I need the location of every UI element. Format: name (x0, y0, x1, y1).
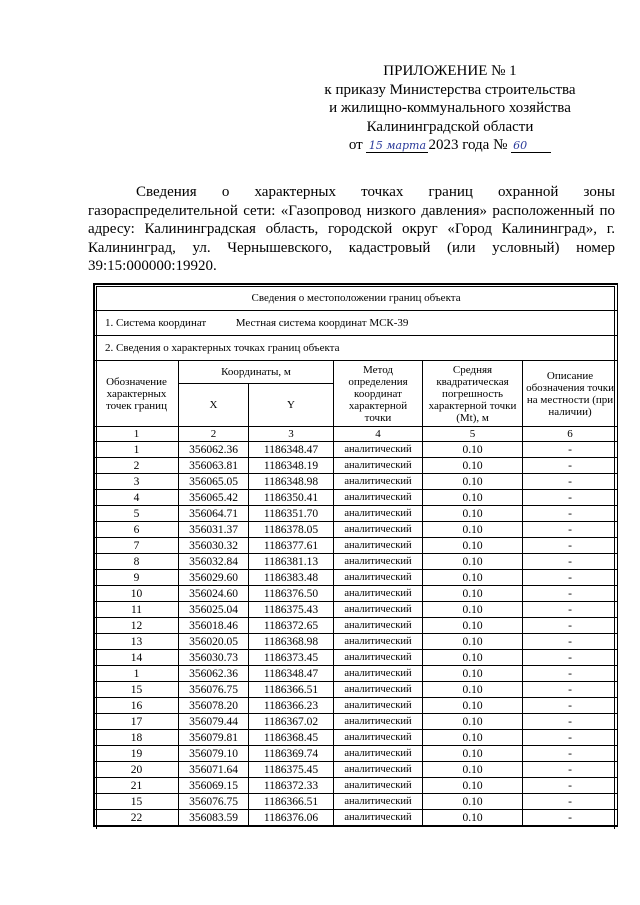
point-number-cell: 20 (95, 762, 179, 778)
y-coordinate-cell: 1186348.19 (249, 458, 334, 474)
header-designation: Обозначение характерных точек границ (95, 361, 179, 427)
coordinate-system-row (95, 311, 618, 336)
table-row (95, 698, 618, 714)
boundary-points-table (94, 284, 618, 826)
header-method: Метод определения координат характерной точки (334, 361, 423, 427)
x-coordinate-cell: 356078.20 (179, 698, 249, 714)
table-row (95, 650, 618, 666)
header-coordinates: Координаты, м (179, 361, 334, 384)
method-cell: аналитический (334, 650, 423, 666)
table-row (95, 810, 618, 826)
description-cell: - (523, 602, 618, 618)
error-cell: 0.10 (423, 810, 523, 826)
y-coordinate-cell: 1186372.33 (249, 778, 334, 794)
x-coordinate-cell: 356076.75 (179, 682, 249, 698)
point-number-cell: 9 (95, 570, 179, 586)
table-row (95, 538, 618, 554)
table-row (95, 714, 618, 730)
error-cell: 0.10 (423, 554, 523, 570)
table-row (95, 746, 618, 762)
order-line-1: к приказу Министерства строительства (324, 81, 576, 98)
y-coordinate-cell: 1186378.05 (249, 522, 334, 538)
table-title: Сведения о местоположении границ объекта (95, 285, 618, 311)
error-cell: 0.10 (423, 746, 523, 762)
header-error: Средняя квадратическая погрешность характерной точки (Mt), м (423, 361, 523, 427)
method-cell: аналитический (334, 746, 423, 762)
x-coordinate-cell: 356076.75 (179, 794, 249, 810)
x-coordinate-cell: 356079.44 (179, 714, 249, 730)
y-coordinate-cell: 1186348.47 (249, 442, 334, 458)
method-cell: аналитический (334, 490, 423, 506)
method-cell: аналитический (334, 442, 423, 458)
error-cell: 0.10 (423, 570, 523, 586)
x-coordinate-cell: 356065.42 (179, 490, 249, 506)
intro-paragraph: Сведения о характерных точках границ охранной зоны газораспределительной сети: «Газопровод низкого давления» расположенный по адресу: Калининградская область, городской округ «Город Калининград», г. Калининград, ул. Чернышевского, кадастровый (или условный) номер 39:15:000000:19920. (88, 184, 615, 274)
x-coordinate-cell: 356083.59 (179, 810, 249, 826)
y-coordinate-cell: 1186369.74 (249, 746, 334, 762)
y-coordinate-cell: 1186366.23 (249, 698, 334, 714)
error-cell: 0.10 (423, 682, 523, 698)
method-cell: аналитический (334, 762, 423, 778)
x-coordinate-cell: 356032.84 (179, 554, 249, 570)
y-coordinate-cell: 1186376.06 (249, 810, 334, 826)
error-cell: 0.10 (423, 442, 523, 458)
error-cell: 0.10 (423, 650, 523, 666)
error-cell: 0.10 (423, 602, 523, 618)
y-coordinate-cell: 1186383.48 (249, 570, 334, 586)
method-cell: аналитический (334, 506, 423, 522)
description-cell: - (523, 506, 618, 522)
point-number-cell: 11 (95, 602, 179, 618)
description-cell: - (523, 570, 618, 586)
x-coordinate-cell: 356029.60 (179, 570, 249, 586)
point-number-cell: 22 (95, 810, 179, 826)
point-number-cell: 6 (95, 522, 179, 538)
method-cell: аналитический (334, 698, 423, 714)
description-cell: - (523, 650, 618, 666)
y-coordinate-cell: 1186372.65 (249, 618, 334, 634)
error-cell: 0.10 (423, 666, 523, 682)
point-number-cell: 18 (95, 730, 179, 746)
table-row (95, 522, 618, 538)
error-cell: 0.10 (423, 698, 523, 714)
point-number-cell: 13 (95, 634, 179, 650)
method-cell: аналитический (334, 458, 423, 474)
column-number: 2 (179, 427, 249, 442)
x-coordinate-cell: 356018.46 (179, 618, 249, 634)
column-number: 5 (423, 427, 523, 442)
y-coordinate-cell: 1186375.45 (249, 762, 334, 778)
coord-system-label: 1. Система координат (105, 317, 207, 329)
method-cell: аналитический (334, 586, 423, 602)
boundary-table-frame (93, 283, 618, 827)
method-cell: аналитический (334, 666, 423, 682)
table-row (95, 778, 618, 794)
x-coordinate-cell: 356064.71 (179, 506, 249, 522)
y-coordinate-cell: 1186367.02 (249, 714, 334, 730)
y-coordinate-cell: 1186348.47 (249, 666, 334, 682)
y-coordinate-cell: 1186375.43 (249, 602, 334, 618)
point-number-cell: 17 (95, 714, 179, 730)
date-year: 2023 года № (428, 137, 508, 153)
appendix-title: ПРИЛОЖЕНИЕ № 1 (383, 63, 517, 79)
method-cell: аналитический (334, 730, 423, 746)
point-number-cell: 1 (95, 442, 179, 458)
x-coordinate-cell: 356030.73 (179, 650, 249, 666)
y-coordinate-cell: 1186368.45 (249, 730, 334, 746)
error-cell: 0.10 (423, 586, 523, 602)
description-cell: - (523, 458, 618, 474)
point-number-cell: 3 (95, 474, 179, 490)
error-cell: 0.10 (423, 458, 523, 474)
error-cell: 0.10 (423, 474, 523, 490)
method-cell: аналитический (334, 602, 423, 618)
table-row (95, 442, 618, 458)
table-row (95, 602, 618, 618)
header-description: Описание обозначения точки на местности (при наличии) (523, 361, 618, 427)
point-number-cell: 1 (95, 666, 179, 682)
x-coordinate-cell: 356063.81 (179, 458, 249, 474)
x-coordinate-cell: 356062.36 (179, 442, 249, 458)
description-cell: - (523, 666, 618, 682)
description-cell: - (523, 682, 618, 698)
point-number-cell: 16 (95, 698, 179, 714)
point-number-cell: 19 (95, 746, 179, 762)
method-cell: аналитический (334, 538, 423, 554)
description-cell: - (523, 762, 618, 778)
y-coordinate-cell: 1186348.98 (249, 474, 334, 490)
description-cell: - (523, 698, 618, 714)
point-number-cell: 7 (95, 538, 179, 554)
table-row (95, 762, 618, 778)
description-cell: - (523, 490, 618, 506)
x-coordinate-cell: 356025.04 (179, 602, 249, 618)
table-row (95, 506, 618, 522)
point-number-cell: 21 (95, 778, 179, 794)
table-row (95, 458, 618, 474)
column-number: 3 (249, 427, 334, 442)
handwritten-order-number: 60 (511, 139, 551, 153)
description-cell: - (523, 538, 618, 554)
table-row (95, 618, 618, 634)
method-cell: аналитический (334, 794, 423, 810)
table-row (95, 682, 618, 698)
method-cell: аналитический (334, 682, 423, 698)
order-line-3: Калининградской области (366, 118, 534, 135)
method-cell: аналитический (334, 474, 423, 490)
x-coordinate-cell: 356071.64 (179, 762, 249, 778)
table-row (95, 586, 618, 602)
table-row (95, 490, 618, 506)
method-cell: аналитический (334, 714, 423, 730)
x-coordinate-cell: 356062.36 (179, 666, 249, 682)
point-number-cell: 4 (95, 490, 179, 506)
appendix-header (300, 62, 600, 155)
table-row (95, 730, 618, 746)
y-coordinate-cell: 1186368.98 (249, 634, 334, 650)
description-cell: - (523, 730, 618, 746)
x-coordinate-cell: 356069.15 (179, 778, 249, 794)
x-coordinate-cell: 356024.60 (179, 586, 249, 602)
x-coordinate-cell: 356020.05 (179, 634, 249, 650)
description-cell: - (523, 634, 618, 650)
description-cell: - (523, 746, 618, 762)
y-coordinate-cell: 1186350.41 (249, 490, 334, 506)
method-cell: аналитический (334, 554, 423, 570)
table-row (95, 666, 618, 682)
error-cell: 0.10 (423, 794, 523, 810)
error-cell: 0.10 (423, 762, 523, 778)
x-coordinate-cell: 356079.10 (179, 746, 249, 762)
column-number: 4 (334, 427, 423, 442)
y-coordinate-cell: 1186373.45 (249, 650, 334, 666)
description-cell: - (523, 554, 618, 570)
description-cell: - (523, 778, 618, 794)
x-coordinate-cell: 356031.37 (179, 522, 249, 538)
point-number-cell: 2 (95, 458, 179, 474)
method-cell: аналитический (334, 634, 423, 650)
method-cell: аналитический (334, 810, 423, 826)
y-coordinate-cell: 1186366.51 (249, 682, 334, 698)
column-number: 6 (523, 427, 618, 442)
y-coordinate-cell: 1186381.13 (249, 554, 334, 570)
x-coordinate-cell: 356030.32 (179, 538, 249, 554)
point-number-cell: 15 (95, 682, 179, 698)
description-cell: - (523, 810, 618, 826)
point-number-cell: 15 (95, 794, 179, 810)
description-cell: - (523, 714, 618, 730)
point-number-cell: 10 (95, 586, 179, 602)
description-cell: - (523, 442, 618, 458)
table-row (95, 474, 618, 490)
point-number-cell: 12 (95, 618, 179, 634)
error-cell: 0.10 (423, 522, 523, 538)
error-cell: 0.10 (423, 634, 523, 650)
point-number-cell: 5 (95, 506, 179, 522)
header-x: X (179, 384, 249, 427)
method-cell: аналитический (334, 618, 423, 634)
order-line-2: и жилищно-коммунального хозяйства (329, 100, 571, 116)
method-cell: аналитический (334, 778, 423, 794)
point-number-cell: 14 (95, 650, 179, 666)
handwritten-date: 15 марта (366, 139, 428, 153)
error-cell: 0.10 (423, 714, 523, 730)
order-date-line (300, 136, 600, 155)
x-coordinate-cell: 356065.05 (179, 474, 249, 490)
table-row (95, 570, 618, 586)
description-cell: - (523, 794, 618, 810)
description-cell: - (523, 474, 618, 490)
error-cell: 0.10 (423, 618, 523, 634)
coord-system-value: Местная система координат МСК-39 (235, 317, 409, 329)
table-row (95, 794, 618, 810)
error-cell: 0.10 (423, 490, 523, 506)
description-cell: - (523, 522, 618, 538)
description-cell: - (523, 618, 618, 634)
method-cell: аналитический (334, 570, 423, 586)
error-cell: 0.10 (423, 778, 523, 794)
error-cell: 0.10 (423, 538, 523, 554)
y-coordinate-cell: 1186376.50 (249, 586, 334, 602)
error-cell: 0.10 (423, 730, 523, 746)
y-coordinate-cell: 1186351.70 (249, 506, 334, 522)
x-coordinate-cell: 356079.81 (179, 730, 249, 746)
section-2-title: 2. Сведения о характерных точках границ объекта (95, 336, 618, 361)
table-row (95, 554, 618, 570)
point-number-cell: 8 (95, 554, 179, 570)
date-prefix: от (348, 137, 363, 153)
column-number: 1 (95, 427, 179, 442)
description-cell: - (523, 586, 618, 602)
y-coordinate-cell: 1186377.61 (249, 538, 334, 554)
table-row (95, 634, 618, 650)
method-cell: аналитический (334, 522, 423, 538)
header-y: Y (249, 384, 334, 427)
error-cell: 0.10 (423, 506, 523, 522)
y-coordinate-cell: 1186366.51 (249, 794, 334, 810)
